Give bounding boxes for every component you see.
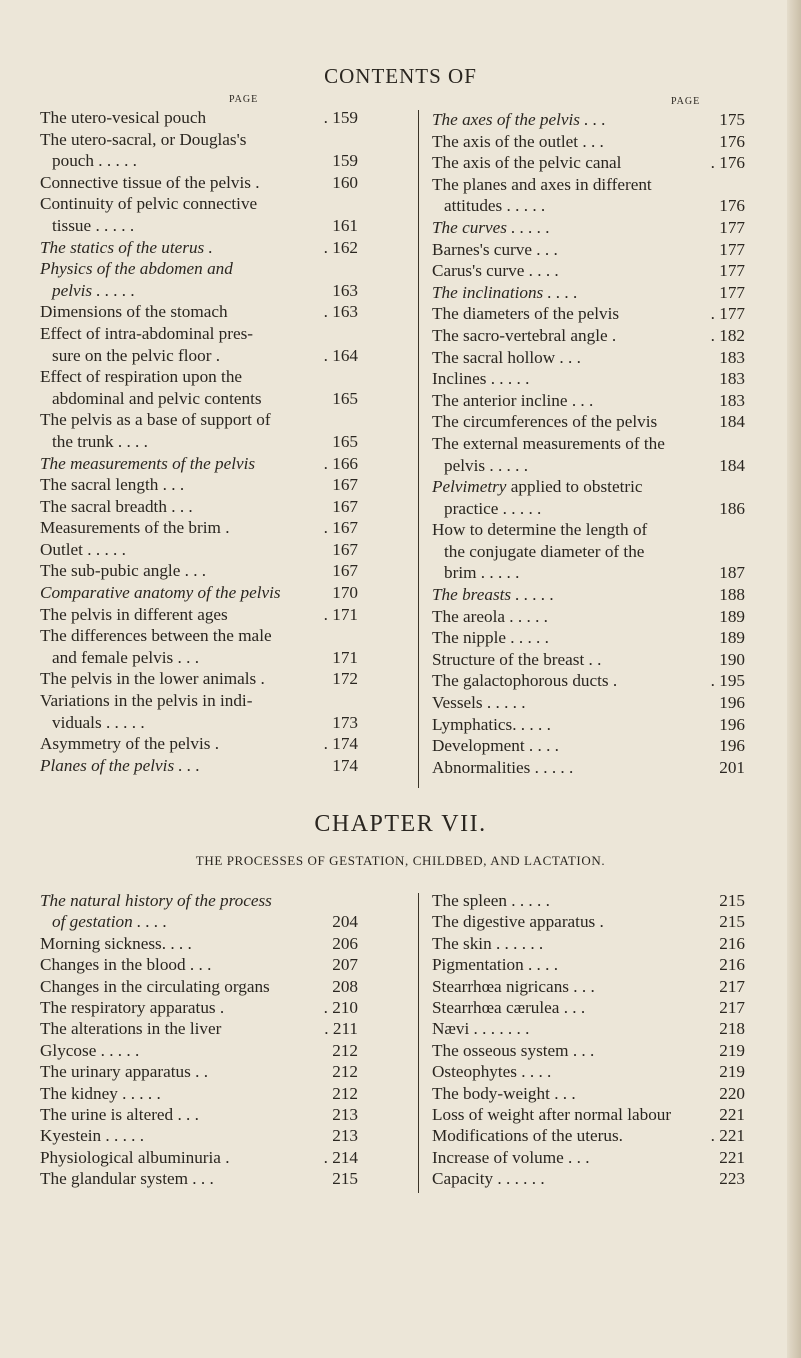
toc-entry-title: Physics of the abdomen and <box>40 259 233 279</box>
toc-entry-page: 188 <box>719 585 745 605</box>
toc-entry <box>40 150 358 172</box>
toc-entry-page: 186 <box>719 498 745 518</box>
toc-entry-page: 207 <box>332 955 358 975</box>
toc-entry-page: 184 <box>719 412 745 432</box>
toc-entry-page: 213 <box>332 1104 358 1124</box>
toc-entry <box>40 933 358 954</box>
toc-entry-page: 177 <box>719 239 745 259</box>
toc-entry-title: The natural history of the process <box>40 891 272 910</box>
toc-entry <box>432 541 745 563</box>
toc-entry-title: The kidney . . . . . <box>40 1083 161 1103</box>
toc-entry-page: 212 <box>332 1083 358 1103</box>
toc-entry-page: 173 <box>332 712 358 732</box>
toc-entry-page: 223 <box>719 1169 745 1189</box>
toc-entry-title: Carus's curve . . . . <box>432 261 559 281</box>
toc-entry-title: The sacral hollow . . . <box>432 347 581 367</box>
upper-left-toc-column <box>40 107 358 776</box>
toc-entry-page: . 174 <box>323 734 358 754</box>
toc-entry-title: Effect of intra-abdominal pres- <box>40 323 254 343</box>
toc-entry-title: of gestation . . . . <box>52 912 168 932</box>
toc-entry-page: 215 <box>332 1169 358 1189</box>
toc-entry-title: The nipple . . . . . <box>432 628 549 648</box>
toc-entry <box>40 911 358 932</box>
toc-entry <box>40 215 358 237</box>
toc-entry <box>40 517 358 539</box>
page-edge <box>787 0 801 1358</box>
toc-entry <box>40 129 358 151</box>
toc-entry <box>432 627 745 649</box>
toc-entry <box>432 347 745 369</box>
toc-entry <box>40 712 358 734</box>
toc-entry-page: 165 <box>332 431 358 451</box>
toc-entry-title: Physiological albuminuria . <box>40 1147 230 1167</box>
toc-entry-title: The alterations in the liver <box>40 1019 222 1039</box>
toc-entry-title: The measurements of the pelvis <box>40 453 256 473</box>
chapter-title: CHAPTER VII. <box>314 811 487 837</box>
toc-entry-title: tissue . . . . . <box>52 215 135 235</box>
toc-entry <box>432 562 745 584</box>
toc-entry-page: 160 <box>332 172 358 192</box>
toc-entry-page: . 177 <box>710 304 745 324</box>
toc-entry-page: . 210 <box>323 997 358 1017</box>
toc-entry <box>432 1104 745 1125</box>
toc-entry-page: . 221 <box>710 1126 745 1146</box>
toc-entry-page: 176 <box>719 131 745 151</box>
toc-entry <box>432 1018 745 1039</box>
toc-entry-page: 159 <box>332 151 358 171</box>
toc-entry <box>432 1147 745 1168</box>
toc-entry-page: 176 <box>719 196 745 216</box>
toc-entry <box>40 604 358 626</box>
toc-entry <box>40 560 358 582</box>
toc-entry <box>432 476 745 498</box>
toc-entry-page: 172 <box>332 669 358 689</box>
toc-entry-title: Inclines . . . . . <box>432 369 530 389</box>
toc-entry <box>40 258 358 280</box>
toc-entry <box>40 1147 358 1168</box>
toc-entry-title: Asymmetry of the pelvis . <box>40 734 220 754</box>
toc-entry <box>432 911 745 932</box>
toc-entry <box>40 107 358 129</box>
toc-entry <box>432 368 745 390</box>
toc-entry-page: . 159 <box>323 108 358 127</box>
toc-entry-page: 216 <box>719 955 745 975</box>
toc-entry <box>40 1104 358 1125</box>
toc-entry-page: 177 <box>719 282 745 302</box>
toc-entry-title: The differences between the male <box>40 626 272 646</box>
page-column-label-left: PAGE <box>229 94 259 105</box>
toc-entry <box>40 366 358 388</box>
toc-entry <box>40 496 358 518</box>
toc-entry-page: 171 <box>332 647 358 667</box>
toc-entry-title: Effect of respiration upon the <box>40 367 243 387</box>
toc-entry <box>40 1061 358 1082</box>
toc-entry-title: The body-weight . . . <box>432 1083 576 1103</box>
toc-entry-title: Vessels . . . . . <box>432 693 526 713</box>
toc-entry-title: The sub-pubic angle . . . <box>40 561 207 581</box>
toc-entry-title: practice . . . . . <box>444 498 542 518</box>
toc-entry-title: The urinary apparatus . . <box>40 1062 208 1082</box>
toc-entry <box>432 239 745 261</box>
toc-entry <box>40 890 358 911</box>
toc-entry-title: The respiratory apparatus . <box>40 997 225 1017</box>
toc-entry-page: 213 <box>332 1126 358 1146</box>
toc-entry-page: 163 <box>332 280 358 300</box>
toc-entry-title: Capacity . . . . . . <box>432 1169 545 1189</box>
toc-entry-title: the conjugate diameter of the <box>444 541 645 561</box>
toc-entry-title: The pelvis as a base of support of <box>40 410 271 430</box>
toc-entry-page: 161 <box>332 215 358 235</box>
toc-entry-title: The galactophorous ducts . <box>432 671 618 691</box>
toc-entry-title: Glycose . . . . . <box>40 1040 140 1060</box>
toc-entry-page: 219 <box>719 1040 745 1060</box>
toc-entry-title: The diameters of the pelvis <box>432 304 620 324</box>
toc-entry-page: 220 <box>719 1083 745 1103</box>
toc-entry <box>40 237 358 259</box>
toc-entry-title: The utero-sacral, or Douglas's <box>40 129 247 149</box>
toc-entry <box>40 1125 358 1146</box>
toc-entry-title: Structure of the breast . . <box>432 649 602 669</box>
column-divider-lower <box>418 893 419 1193</box>
toc-entry-title: sure on the pelvic floor . <box>52 345 221 365</box>
toc-entry <box>40 647 358 669</box>
toc-entry <box>432 714 745 736</box>
toc-entry-page: . 211 <box>324 1019 358 1039</box>
toc-entry-title: Stearrhœa cærulea . . . <box>432 997 586 1017</box>
toc-entry-page: . 166 <box>323 453 358 473</box>
toc-entry <box>432 1061 745 1082</box>
toc-entry-title: The sacral length . . . <box>40 475 185 495</box>
toc-entry-title: pouch . . . . . <box>52 151 137 171</box>
toc-entry <box>40 1083 358 1104</box>
toc-entry <box>432 692 745 714</box>
toc-entry-title: Barnes's curve . . . <box>432 239 558 259</box>
toc-entry-page: 184 <box>719 455 745 475</box>
toc-entry-title: Changes in the blood . . . <box>40 955 212 975</box>
toc-entry <box>40 1040 358 1061</box>
toc-entry <box>432 670 745 692</box>
toc-entry <box>432 1040 745 1061</box>
lower-left-toc-column <box>40 890 358 1189</box>
toc-entry-title: The breasts . . . . . <box>432 585 555 605</box>
toc-entry-title: The urine is altered . . . <box>40 1104 199 1124</box>
toc-entry-page: 212 <box>332 1062 358 1082</box>
toc-entry <box>432 303 745 325</box>
toc-entry <box>432 195 745 217</box>
toc-entry-title: The digestive apparatus . <box>432 912 604 932</box>
toc-entry <box>40 954 358 975</box>
toc-entry <box>40 1018 358 1039</box>
toc-entry-title: The axis of the outlet . . . <box>432 131 604 151</box>
toc-entry-page: 190 <box>719 649 745 669</box>
page-column-label-right: PAGE <box>671 96 701 107</box>
toc-entry <box>40 280 358 302</box>
toc-entry-title: Lymphatics. . . . . <box>432 714 551 734</box>
toc-entry <box>40 733 358 755</box>
toc-entry-page: 196 <box>719 714 745 734</box>
toc-entry <box>432 976 745 997</box>
toc-entry-page: 167 <box>332 475 358 495</box>
toc-entry-title: The spleen . . . . . <box>432 891 550 910</box>
toc-entry <box>40 388 358 410</box>
toc-entry-title: brim . . . . . <box>444 563 520 583</box>
toc-entry-page: 216 <box>719 933 745 953</box>
toc-entry <box>432 109 745 131</box>
toc-entry-title: Stearrhœa nigricans . . . <box>432 976 595 996</box>
toc-entry-page: 196 <box>719 693 745 713</box>
toc-entry <box>432 757 745 779</box>
toc-entry-title: The axis of the pelvic canal <box>432 153 622 173</box>
toc-entry-title: Increase of volume . . . <box>432 1147 590 1167</box>
toc-entry-title: The axes of the pelvis . . . <box>432 110 606 129</box>
toc-entry <box>432 131 745 153</box>
toc-entry-title: abdominal and pelvic contents <box>52 388 262 408</box>
chapter-subtitle: THE PROCESSES OF GESTATION, CHILDBED, AND LACTATION. <box>195 853 606 868</box>
toc-entry-page: 165 <box>332 388 358 408</box>
toc-entry-page: . 163 <box>323 302 358 322</box>
toc-entry-page: 208 <box>332 976 358 996</box>
toc-entry-title: The osseous system . . . <box>432 1040 595 1060</box>
toc-entry <box>432 282 745 304</box>
toc-entry-title: The curves . . . . . <box>432 217 550 237</box>
toc-entry <box>432 325 745 347</box>
toc-entry <box>40 997 358 1018</box>
toc-entry-title: Pigmentation . . . . <box>432 955 559 975</box>
toc-entry <box>432 584 745 606</box>
toc-entry-title: The glandular system . . . <box>40 1169 214 1189</box>
toc-entry-title: The skin . . . . . . <box>432 933 544 953</box>
toc-entry-page: . 171 <box>323 604 358 624</box>
toc-entry-title: Measurements of the brim . <box>40 518 230 538</box>
toc-entry <box>432 1125 745 1146</box>
running-head: CONTENTS OF <box>324 64 477 88</box>
toc-entry-page: 215 <box>719 891 745 910</box>
toc-entry <box>432 1168 745 1189</box>
toc-entry <box>432 390 745 412</box>
toc-entry <box>432 411 745 433</box>
toc-entry <box>40 539 358 561</box>
toc-entry-page: 221 <box>719 1104 745 1124</box>
toc-entry-title: The pelvis in the lower animals . <box>40 669 265 689</box>
toc-entry-page: 177 <box>719 261 745 281</box>
toc-entry-page: 221 <box>719 1147 745 1167</box>
toc-entry <box>432 933 745 954</box>
toc-entry-title: Loss of weight after normal labour <box>432 1104 672 1124</box>
toc-entry-page: 189 <box>719 628 745 648</box>
toc-entry <box>40 755 358 777</box>
toc-entry-title: viduals . . . . . <box>52 712 145 732</box>
toc-entry-title: The utero-vesical pouch <box>40 108 207 127</box>
toc-entry-page: . 176 <box>710 153 745 173</box>
toc-entry-title: Comparative anatomy of the pelvis <box>40 583 281 603</box>
toc-entry-page: 174 <box>332 755 358 775</box>
toc-entry <box>40 409 358 431</box>
toc-entry <box>432 519 745 541</box>
toc-entry-page: . 195 <box>710 671 745 691</box>
toc-entry <box>432 260 745 282</box>
toc-entry-title: The statics of the uterus . <box>40 237 213 257</box>
toc-entry-page: 196 <box>719 736 745 756</box>
toc-entry-title: Osteophytes . . . . <box>432 1062 552 1082</box>
toc-entry <box>40 625 358 647</box>
toc-entry-page: 175 <box>719 110 745 129</box>
toc-entry-title: The planes and axes in different <box>432 174 652 194</box>
toc-entry-page: 183 <box>719 390 745 410</box>
toc-entry-title: The sacro-vertebral angle . <box>432 325 617 345</box>
toc-entry <box>40 301 358 323</box>
toc-entry-page: 206 <box>332 933 358 953</box>
toc-entry-page: 170 <box>332 583 358 603</box>
toc-entry-page: 183 <box>719 347 745 367</box>
toc-entry-title: Development . . . . <box>432 736 559 756</box>
toc-entry <box>40 453 358 475</box>
toc-entry-title: How to determine the length of <box>432 520 648 540</box>
toc-entry <box>432 649 745 671</box>
toc-entry-title: The anterior incline . . . <box>432 390 594 410</box>
toc-entry <box>432 217 745 239</box>
toc-entry-title: The pelvis in different ages <box>40 604 228 624</box>
toc-entry-title: The inclinations . . . . <box>432 282 578 302</box>
toc-entry-title: Abnormalities . . . . . <box>432 757 574 777</box>
toc-entry <box>432 890 745 911</box>
toc-entry <box>40 431 358 453</box>
toc-entry <box>40 976 358 997</box>
toc-entry-page: 167 <box>332 539 358 559</box>
toc-entry-page: 201 <box>719 757 745 777</box>
toc-entry-title: The sacral breadth . . . <box>40 496 193 516</box>
toc-entry <box>40 582 358 604</box>
toc-entry-title: and female pelvis . . . <box>52 647 200 667</box>
toc-entry <box>40 323 358 345</box>
upper-right-toc-column <box>432 109 745 778</box>
toc-entry <box>40 193 358 215</box>
toc-entry-page: 167 <box>332 496 358 516</box>
toc-entry-page: 215 <box>719 912 745 932</box>
toc-entry-page: . 167 <box>323 518 358 538</box>
toc-entry-title: Connective tissue of the pelvis . <box>40 172 260 192</box>
toc-entry <box>432 433 745 455</box>
toc-entry <box>432 498 745 520</box>
toc-entry-page: 217 <box>719 976 745 996</box>
toc-entry <box>432 954 745 975</box>
toc-entry-title: Variations in the pelvis in indi- <box>40 691 253 711</box>
toc-entry-page: 217 <box>719 997 745 1017</box>
toc-entry-title: The external measurements of the <box>432 433 665 453</box>
toc-entry-title: Modifications of the uterus. <box>432 1126 623 1146</box>
toc-entry <box>432 997 745 1018</box>
toc-entry <box>40 668 358 690</box>
toc-entry-page: . 214 <box>323 1147 358 1167</box>
toc-entry-title: Outlet . . . . . <box>40 539 126 559</box>
toc-entry <box>432 1083 745 1104</box>
toc-entry-page: 177 <box>719 217 745 237</box>
toc-entry <box>432 152 745 174</box>
toc-entry-page: . 182 <box>710 325 745 345</box>
toc-entry-title: Planes of the pelvis . . . <box>40 755 200 775</box>
toc-entry-title: pelvis . . . . . <box>52 280 136 300</box>
toc-entry-page: 219 <box>719 1062 745 1082</box>
toc-entry-page: . 162 <box>323 237 358 257</box>
toc-entry-title: Kyestein . . . . . <box>40 1126 145 1146</box>
toc-entry-page: 204 <box>332 912 358 932</box>
toc-entry-page: 187 <box>719 563 745 583</box>
toc-entry-title: Dimensions of the stomach <box>40 302 228 322</box>
lower-right-toc-column <box>432 890 745 1189</box>
toc-entry <box>40 690 358 712</box>
toc-entry-title: pelvis . . . . . <box>444 455 529 475</box>
column-divider <box>418 110 419 788</box>
toc-entry-page: 183 <box>719 369 745 389</box>
toc-entry <box>40 345 358 367</box>
toc-entry-title: The circumferences of the pelvis <box>432 412 658 432</box>
toc-entry-title: Continuity of pelvic connective <box>40 194 258 214</box>
toc-entry-title: the trunk . . . . <box>52 431 148 451</box>
toc-entry <box>40 1168 358 1189</box>
toc-entry-page: . 164 <box>323 345 358 365</box>
toc-entry-page: 167 <box>332 561 358 581</box>
toc-entry <box>40 172 358 194</box>
toc-entry <box>432 606 745 628</box>
toc-entry <box>40 474 358 496</box>
toc-entry-page: 212 <box>332 1040 358 1060</box>
toc-entry-title: The areola . . . . . <box>432 606 548 626</box>
toc-entry <box>432 455 745 477</box>
toc-entry-title: Morning sickness. . . . <box>40 933 192 953</box>
toc-entry <box>432 174 745 196</box>
toc-entry <box>432 735 745 757</box>
toc-entry-title: Changes in the circulating organs <box>40 976 270 996</box>
toc-entry-title: Nævi . . . . . . . <box>432 1019 530 1039</box>
toc-entry-title: Pelvimetry applied to obstetric <box>432 477 643 497</box>
toc-entry-title: attitudes . . . . . <box>444 196 546 216</box>
toc-entry-page: 189 <box>719 606 745 626</box>
toc-entry-page: 218 <box>719 1019 745 1039</box>
